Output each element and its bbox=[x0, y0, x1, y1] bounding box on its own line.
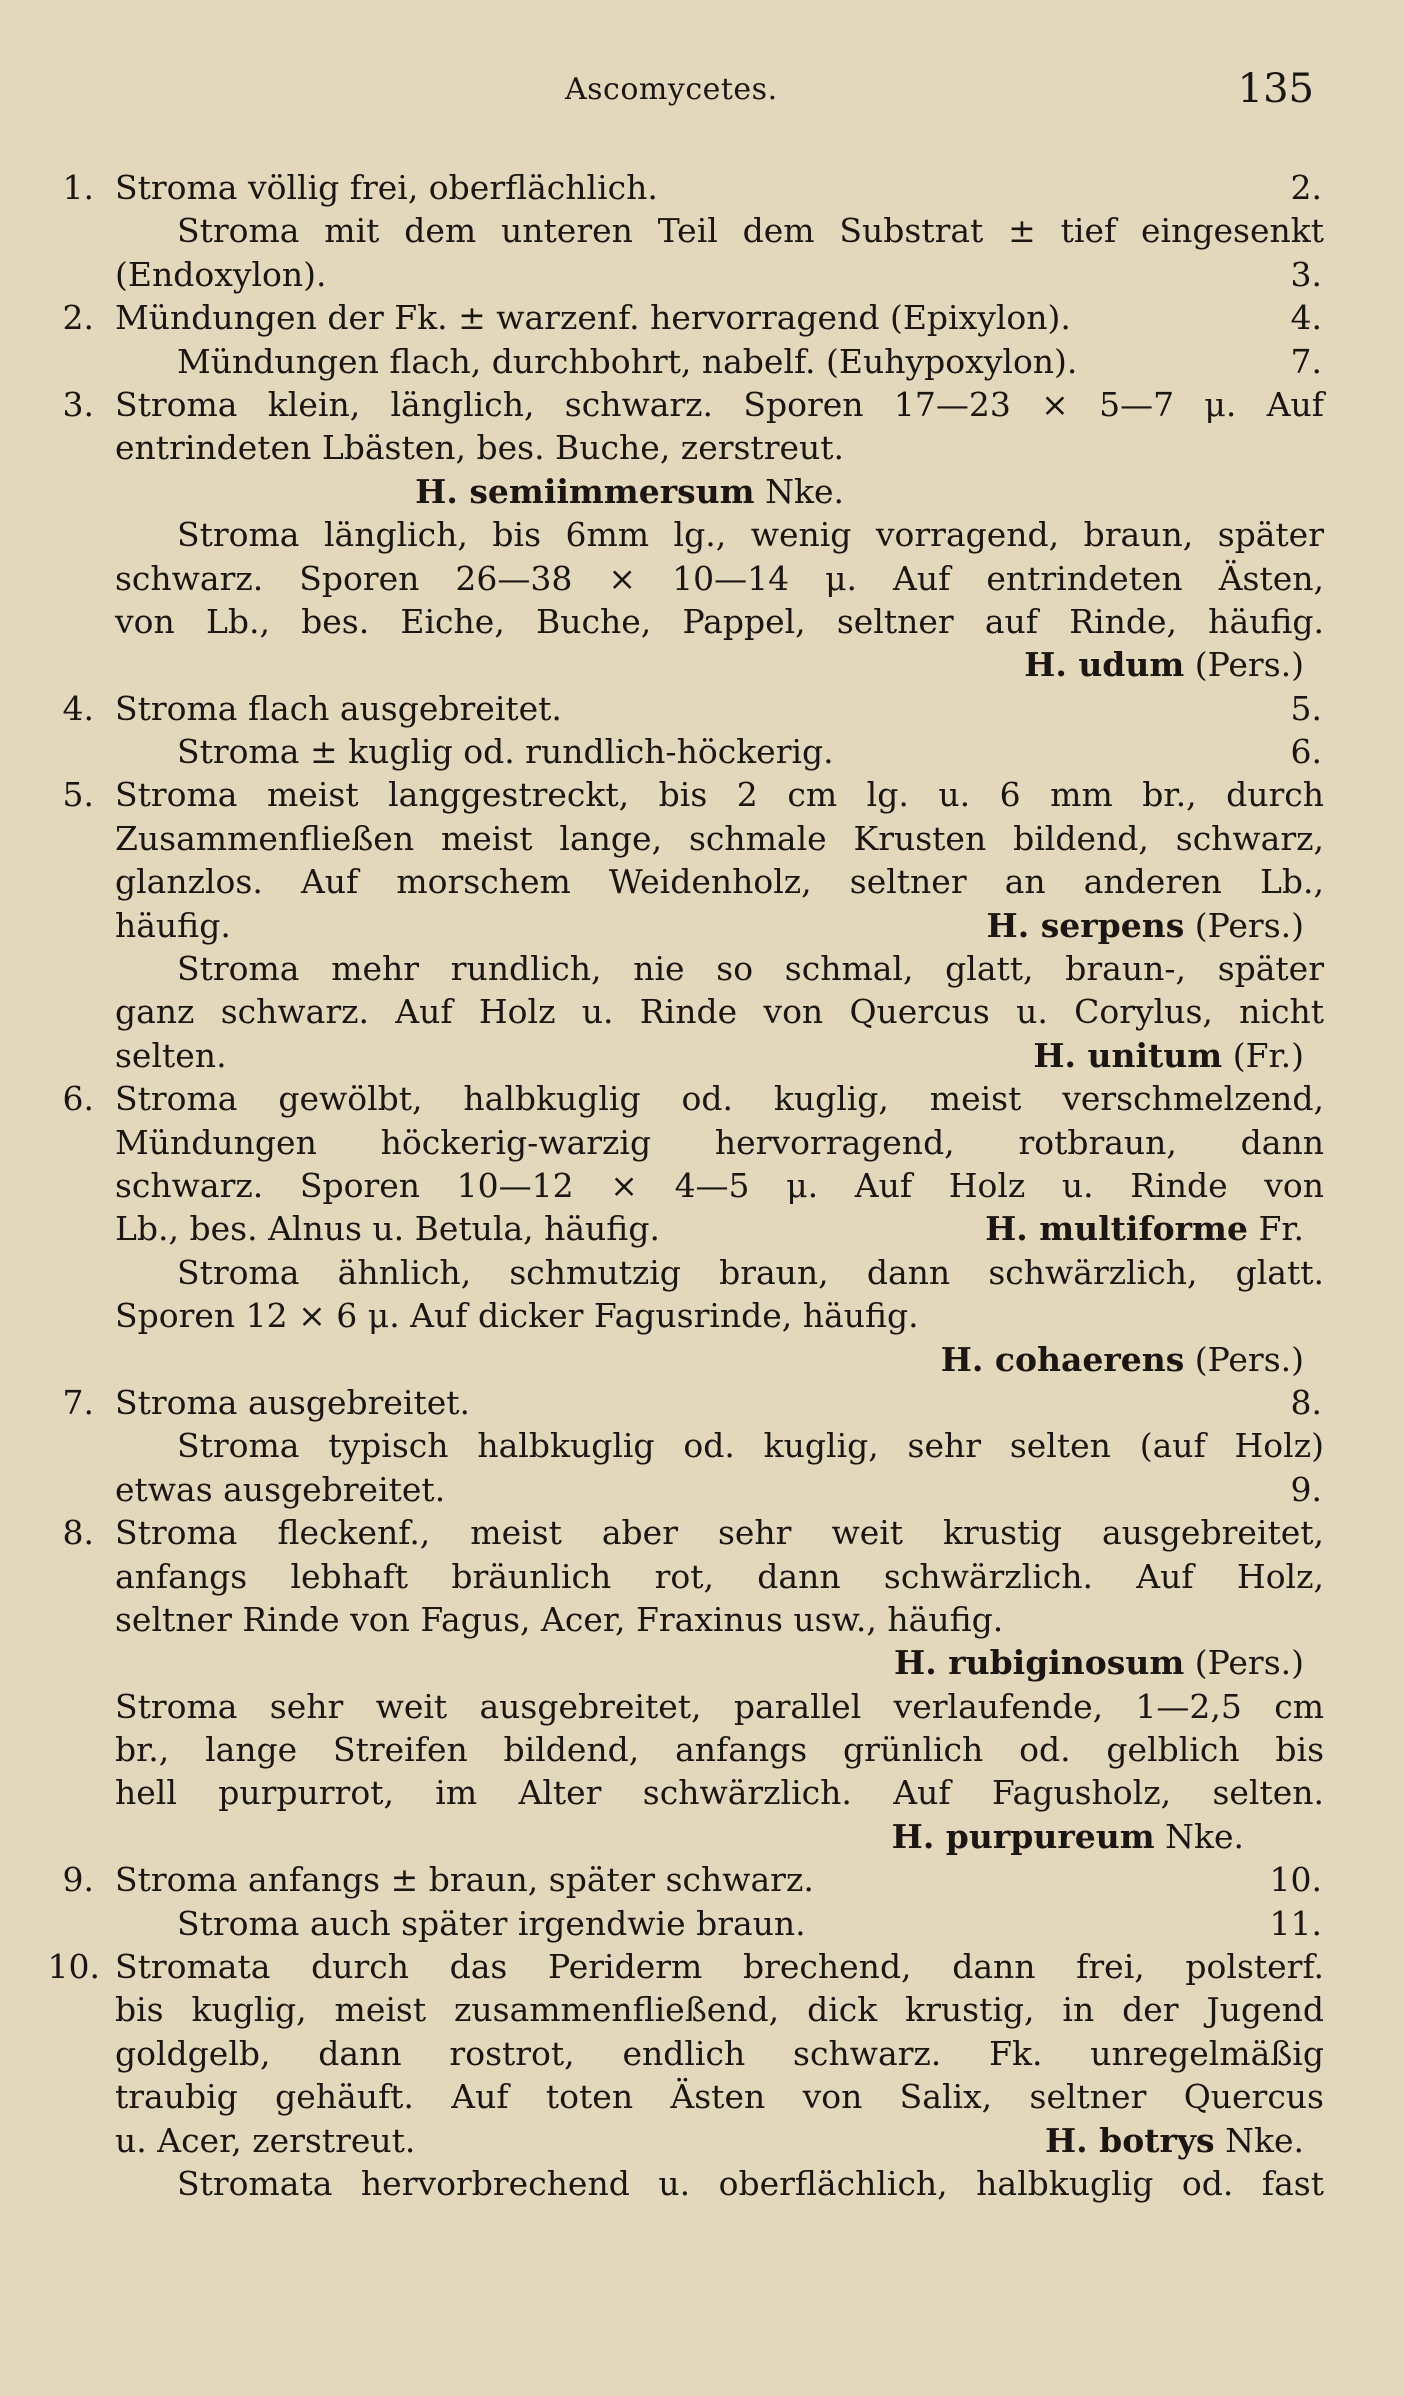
species-name bbox=[1033, 1034, 1304, 1077]
key-line bbox=[0, 1815, 1404, 1858]
species-name bbox=[1045, 2119, 1304, 2162]
key-text: Stroma flach ausgebreitet. bbox=[115, 688, 562, 728]
key-text: br., lange Streifen bildend, anfangs grünlich od. gelblich bis bbox=[115, 1730, 1324, 1770]
key-text: Stroma meist langgestreckt, bis 2 cm lg. u. 6 mm br., durch bbox=[115, 775, 1324, 815]
key-text: Stroma sehr weit ausgebreitet, parallel verlaufende, 1—2,5 cm bbox=[115, 1686, 1324, 1726]
key-line bbox=[0, 904, 1404, 947]
running-title: Ascomycetes. bbox=[565, 72, 778, 107]
couplet-number: 8. bbox=[62, 1513, 94, 1553]
key-text: (Endoxylon). bbox=[115, 254, 327, 294]
key-line bbox=[0, 1902, 1404, 1945]
key-line bbox=[0, 1294, 1404, 1337]
key-text: Lb., bes. Alnus u. Betula, häufig. bbox=[115, 1209, 660, 1249]
key-text: Stroma anfangs ± braun, später schwarz. bbox=[115, 1860, 814, 1900]
species-binomial: H. purpureum bbox=[891, 1816, 1155, 1856]
lead-reference: 2. bbox=[1290, 168, 1322, 207]
key-text: schwarz. Sporen 26—38 × 10—14 μ. Auf entrindeten Ästen, bbox=[115, 558, 1324, 598]
key-line bbox=[0, 1641, 1404, 1684]
species-name bbox=[892, 1815, 1244, 1858]
key-text: Stroma fleckenf., meist aber sehr weit krustig ausgebreitet, bbox=[115, 1513, 1324, 1553]
lead-reference: 6. bbox=[1290, 732, 1322, 772]
species-binomial: H. multiforme bbox=[985, 1209, 1248, 1249]
key-line bbox=[0, 1164, 1404, 1207]
key-text: Stroma typisch halbkuglig od. kuglig, sehr selten (auf Holz) bbox=[177, 1426, 1324, 1466]
key-text: goldgelb, dann rostrot, endlich schwarz. Fk. unregelmäßig bbox=[115, 2033, 1324, 2073]
key-text: bis kuglig, meist zusammenfließend, dick krustig, in der Jugend bbox=[115, 1990, 1324, 2030]
key-text: Stroma völlig frei, oberflächlich. bbox=[115, 168, 658, 207]
key-line bbox=[0, 1251, 1404, 1294]
species-authority: Fr. bbox=[1258, 1209, 1304, 1249]
key-text: Stroma ± kuglig od. rundlich-höckerig. bbox=[177, 732, 834, 772]
species-authority: Nke. bbox=[1225, 2120, 1304, 2160]
species-name bbox=[985, 1207, 1304, 1250]
species-authority: Nke. bbox=[1165, 1816, 1244, 1856]
page-header bbox=[0, 66, 1404, 116]
species-binomial: H. udum bbox=[1024, 645, 1185, 685]
couplet-number: 3. bbox=[62, 384, 94, 424]
key-text: seltner Rinde von Fagus, Acer, Fraxinus usw., häufig. bbox=[115, 1599, 1004, 1639]
key-line bbox=[0, 730, 1404, 773]
species-authority: (Pers.) bbox=[1194, 645, 1304, 685]
key-line bbox=[0, 1685, 1404, 1728]
species-binomial: H. rubiginosum bbox=[894, 1643, 1185, 1683]
key-line bbox=[0, 1945, 1404, 1988]
couplet-number: 2. bbox=[62, 298, 94, 338]
couplet-number: 6. bbox=[62, 1079, 94, 1119]
key-text: anfangs lebhaft bräunlich rot, dann schwärzlich. Auf Holz, bbox=[115, 1556, 1324, 1596]
key-line bbox=[0, 1207, 1404, 1250]
key-line bbox=[0, 383, 1404, 426]
key-line bbox=[0, 2119, 1404, 2162]
key-text: etwas ausgebreitet. bbox=[115, 1469, 446, 1509]
lead-reference: 4. bbox=[1290, 298, 1322, 338]
key-text: Stromata hervorbrechend u. oberflächlich, halbkuglig od. fast bbox=[177, 2163, 1324, 2203]
couplet-number: 7. bbox=[62, 1382, 94, 1422]
species-name bbox=[1024, 643, 1304, 686]
key-text: Mündungen höckerig-warzig hervorragend, rotbraun, dann bbox=[115, 1122, 1324, 1162]
key-text: Stroma länglich, bis 6mm lg., wenig vorragend, braun, später bbox=[177, 515, 1324, 555]
key-line bbox=[0, 209, 1404, 252]
key-line bbox=[0, 1858, 1404, 1901]
species-binomial: H. cohaerens bbox=[940, 1339, 1185, 1379]
key-line bbox=[0, 2162, 1404, 2205]
key-text: ganz schwarz. Auf Holz u. Rinde von Quercus u. Corylus, nicht bbox=[115, 992, 1324, 1032]
identification-key bbox=[0, 166, 1404, 2205]
key-line bbox=[0, 1511, 1404, 1554]
couplet-number: 5. bbox=[62, 775, 94, 815]
key-line bbox=[0, 1034, 1404, 1077]
key-text: Stroma auch später irgendwie braun. bbox=[177, 1903, 806, 1943]
key-line bbox=[0, 947, 1404, 990]
key-text: Stroma gewölbt, halbkuglig od. kuglig, meist verschmelzend, bbox=[115, 1079, 1324, 1119]
species-binomial: H. unitum bbox=[1033, 1035, 1223, 1075]
key-line bbox=[0, 426, 1404, 469]
key-line bbox=[0, 773, 1404, 816]
key-line bbox=[0, 557, 1404, 600]
key-text: Sporen 12 × 6 μ. Auf dicker Fagusrinde, häufig. bbox=[115, 1296, 919, 1336]
key-text: hell purpurrot, im Alter schwärzlich. Auf Fagusholz, selten. bbox=[115, 1773, 1324, 1813]
key-line bbox=[0, 166, 1404, 209]
species-name bbox=[415, 470, 844, 513]
key-text: selten. bbox=[115, 1035, 227, 1075]
species-authority: (Fr.) bbox=[1232, 1035, 1304, 1075]
species-name bbox=[894, 1641, 1304, 1684]
species-name bbox=[987, 904, 1304, 947]
key-line bbox=[0, 1077, 1404, 1120]
key-text: häufig. bbox=[115, 905, 231, 945]
species-binomial: H. semiimmersum bbox=[415, 471, 755, 511]
species-binomial: H. botrys bbox=[1044, 2120, 1215, 2160]
key-line bbox=[0, 2032, 1404, 2075]
key-line bbox=[0, 340, 1404, 383]
page-number: 135 bbox=[1237, 66, 1314, 112]
lead-reference: 7. bbox=[1290, 341, 1322, 381]
key-line bbox=[0, 1121, 1404, 1164]
key-text: Stromata durch das Periderm brechend, dann frei, polsterf. bbox=[115, 1947, 1324, 1987]
key-text: Mündungen flach, durchbohrt, nabelf. (Euhypoxylon). bbox=[177, 341, 1078, 381]
key-line bbox=[0, 1555, 1404, 1598]
lead-reference: 3. bbox=[1290, 254, 1322, 294]
species-authority: (Pers.) bbox=[1194, 905, 1304, 945]
lead-reference: 10. bbox=[1269, 1860, 1322, 1900]
key-line bbox=[0, 1988, 1404, 2031]
couplet-number: 9. bbox=[62, 1860, 94, 1900]
key-line bbox=[0, 643, 1404, 686]
couplet-number: 4. bbox=[62, 688, 94, 728]
key-line bbox=[0, 817, 1404, 860]
key-line bbox=[0, 1728, 1404, 1771]
key-line bbox=[0, 296, 1404, 339]
key-text: Zusammenfließen meist lange, schmale Krusten bildend, schwarz, bbox=[115, 818, 1324, 858]
lead-reference: 5. bbox=[1290, 688, 1322, 728]
key-line bbox=[0, 1598, 1404, 1641]
key-line bbox=[0, 1771, 1404, 1814]
key-line bbox=[0, 470, 1404, 513]
key-line bbox=[0, 513, 1404, 556]
key-line bbox=[0, 1424, 1404, 1467]
key-line bbox=[0, 1338, 1404, 1381]
couplet-number: 10. bbox=[47, 1947, 100, 1987]
lead-reference: 9. bbox=[1290, 1469, 1322, 1509]
key-line bbox=[0, 600, 1404, 643]
species-binomial: H. serpens bbox=[986, 905, 1185, 945]
key-text: entrindeten Lbästen, bes. Buche, zerstreut. bbox=[115, 428, 844, 468]
species-authority: Nke. bbox=[765, 471, 844, 511]
key-line bbox=[0, 2075, 1404, 2118]
key-text: Mündungen der Fk. ± warzenf. hervorragend (Epixylon). bbox=[115, 298, 1071, 338]
key-text: Stroma mit dem unteren Teil dem Substrat ± tief eingesenkt bbox=[177, 211, 1324, 251]
key-text: schwarz. Sporen 10—12 × 4—5 μ. Auf Holz u. Rinde von bbox=[115, 1165, 1324, 1205]
couplet-number: 1. bbox=[62, 168, 94, 207]
key-line bbox=[0, 860, 1404, 903]
species-authority: (Pers.) bbox=[1194, 1643, 1304, 1683]
key-line bbox=[0, 1381, 1404, 1424]
key-text: Stroma ausgebreitet. bbox=[115, 1382, 471, 1422]
lead-reference: 8. bbox=[1290, 1382, 1322, 1422]
lead-reference: 11. bbox=[1269, 1903, 1322, 1943]
species-name bbox=[941, 1338, 1304, 1381]
key-line bbox=[0, 1468, 1404, 1511]
key-line bbox=[0, 990, 1404, 1033]
key-text: glanzlos. Auf morschem Weidenholz, seltner an anderen Lb., bbox=[115, 862, 1324, 902]
key-text: u. Acer, zerstreut. bbox=[115, 2120, 416, 2160]
key-text: traubig gehäuft. Auf toten Ästen von Salix, seltner Quercus bbox=[115, 2077, 1324, 2117]
key-line bbox=[0, 253, 1404, 296]
species-authority: (Pers.) bbox=[1194, 1339, 1304, 1379]
key-text: Stroma klein, länglich, schwarz. Sporen 17—23 × 5—7 μ. Auf bbox=[115, 384, 1324, 424]
key-text: von Lb., bes. Eiche, Buche, Pappel, seltner auf Rinde, häufig. bbox=[115, 601, 1324, 641]
key-text: Stroma mehr rundlich, nie so schmal, glatt, braun-, später bbox=[177, 949, 1324, 989]
key-text: Stroma ähnlich, schmutzig braun, dann schwärzlich, glatt. bbox=[177, 1252, 1324, 1292]
key-line bbox=[0, 687, 1404, 730]
